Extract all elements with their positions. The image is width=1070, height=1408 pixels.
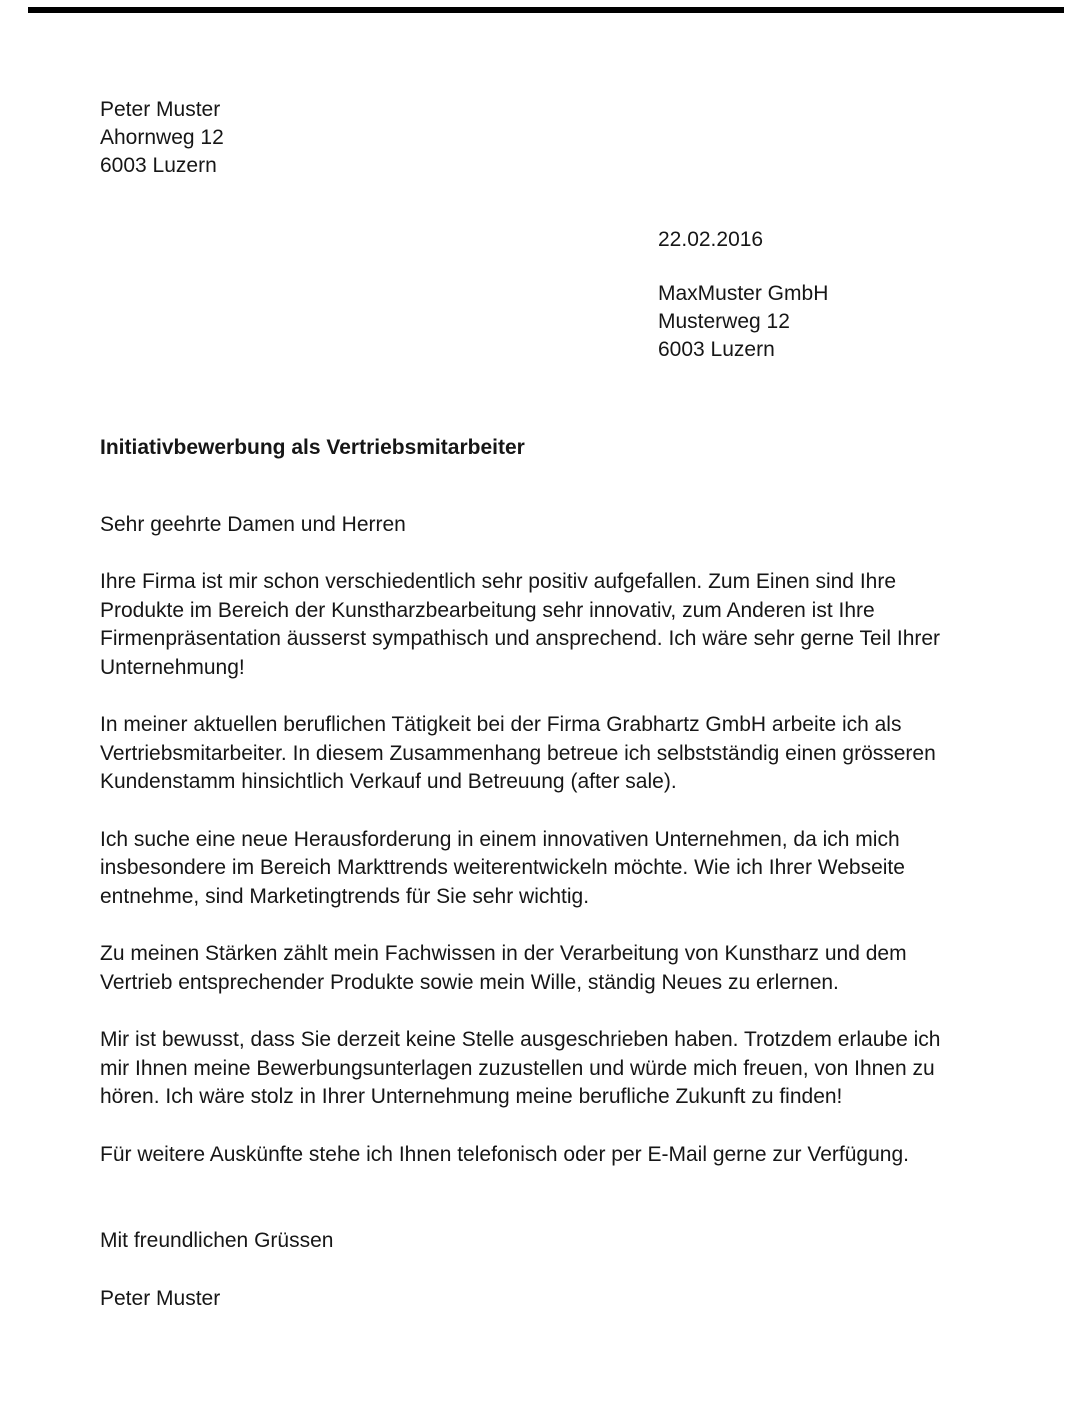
body-paragraph: Mir ist bewusst, dass Sie derzeit keine Stelle ausgeschrieben haben. Trotzdem erlaube ich mir Ihnen meine Bewerbungsunterlagen zuzustellen und würde mich freuen, von Ihnen zu hören. Ich wäre stolz in Ihrer Unternehmung meine berufliche Zukunft zu finden! — [100, 1028, 941, 1108]
letter-body — [100, 434, 945, 1313]
body-paragraph: Zu meinen Stärken zählt mein Fachwissen in der Verarbeitung von Kunstharz und dem Vertrieb entsprechender Produkte sowie mein Wille, ständig Neues zu erlernen. — [100, 942, 907, 994]
letter-date: 22.02.2016 — [658, 228, 764, 251]
recipient-street: Musterweg 12 — [658, 310, 790, 333]
scan-artifact-top-line — [28, 7, 1064, 13]
sender-city: 6003 Luzern — [100, 154, 217, 177]
subject-line: Initiativbewerbung als Vertriebsmitarbeiter — [100, 436, 525, 459]
salutation: Sehr geehrte Damen und Herren — [100, 512, 406, 536]
closing-phrase: Mit freundlichen Grüssen — [100, 1229, 334, 1252]
sender-address-block — [100, 96, 224, 180]
body-paragraph: Für weitere Auskünfte stehe ich Ihnen telefonisch oder per E-Mail gerne zur Verfügung. — [100, 1142, 909, 1166]
sender-name: Peter Muster — [100, 98, 221, 121]
body-paragraph: Ich suche eine neue Herausforderung in einem innovativen Unternehmen, da ich mich insbesondere im Bereich Markttrends weiterentwickeln möchte. Wie ich Ihrer Webseite entnehme, sind Marketingtrends für Sie sehr wichtig. — [100, 827, 905, 908]
body-paragraph: Ihre Firma ist mir schon verschiedentlich sehr positiv aufgefallen. Zum Einen sind Ihre Produkte im Bereich der Kunstharzbearbeitung sehr innovativ, zum Anderen ist Ihre Firmenpräsentation äusserst sympathisch und ansprechend. Ich wäre sehr gerne Teil Ihrer Unternehmung! — [100, 570, 941, 679]
body-paragraph: In meiner aktuellen beruflichen Tätigkeit bei der Firma Grabhartz GmbH arbeite ich als Vertriebsmitarbeiter. In diesem Zusammenhang betreue ich selbstständig einen grösseren Kundenstamm hinsichtlich Verkauf und Betreuung (after sale). — [100, 713, 936, 793]
recipient-address-block — [658, 280, 828, 364]
recipient-city: 6003 Luzern — [658, 338, 775, 361]
recipient-company: MaxMuster GmbH — [658, 282, 829, 305]
sender-street: Ahornweg 12 — [100, 126, 224, 149]
signature-name: Peter Muster — [100, 1286, 221, 1310]
